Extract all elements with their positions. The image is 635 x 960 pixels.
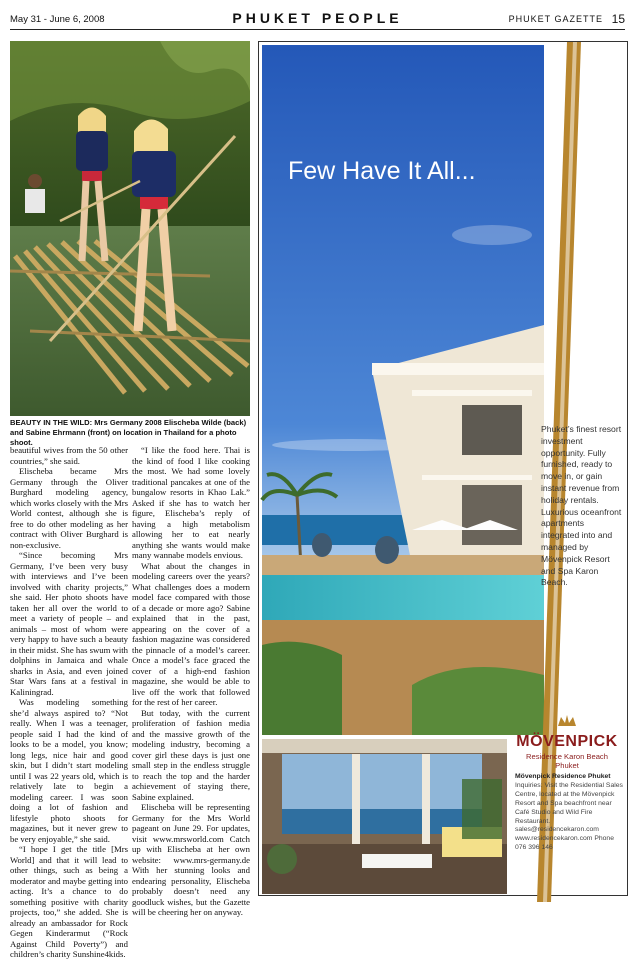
article-paragraph: Elischeba became Mrs Germany through the Oliver Burghard modeling agency, which works closely with the Mrs World contest, although she is free to do other modeling as her contract with Oliver Burghard is non-exclusive. bbox=[10, 466, 128, 550]
ad-resort-image bbox=[262, 45, 544, 735]
raft-photo-illustration bbox=[10, 41, 250, 416]
article-paragraph: Elischeba will be representing Germany for the Mrs World pageant on June 29. For updates, visit www.mrsworld.com Catch up with Elischeba at her own website: www.mrs-germany.de With her stunning looks and endearing personality, Elischeba probably doesn’t need any goodluck wishes, but the Gazette will be cheering her on anyway. bbox=[132, 802, 250, 917]
ad-interior-image bbox=[262, 739, 507, 894]
article-paragraph: “Since becoming Mrs Germany, I’ve been very busy with interviews and I’ve been involved with charity projects,” she said. Her photo shoots have taken her all over the world to meet a variety of people – and animals – most of whom were very happy to have such a beauty in their midst. She has swum with dolphins in Jamaica and whale sharks in Asia, and even joined Star Wars fans at a festival in Kaliningrad. bbox=[10, 550, 129, 697]
logo-residence-line: Residence Karon Beach bbox=[526, 752, 608, 761]
page-header bbox=[10, 8, 625, 28]
page-number: 15 bbox=[611, 12, 625, 26]
header-rule bbox=[10, 29, 625, 30]
movenpick-logo bbox=[509, 714, 625, 770]
movenpick-advertisement bbox=[258, 41, 628, 896]
contact-name: Mövenpick Residence Phuket bbox=[515, 773, 611, 780]
article-paragraph: beautiful wives from the 50 other countries,” she said. bbox=[10, 445, 128, 466]
logo-location-line: Phuket bbox=[555, 761, 579, 770]
raft-photo bbox=[10, 41, 250, 416]
article-column-1 bbox=[10, 445, 128, 960]
newspaper-name: PHUKET GAZETTE bbox=[508, 14, 603, 24]
article-paragraph: “I like the food here. Thai is the kind of food I like cooking the most. We had some lovely traditional pancakes at one of the bungalow resorts in Khao Lak.” Asked if she has to watch her figure, Elischeba’s reply of having a high metabolism allowing her to eat nearly anything she wants would make many wannabe models envious. bbox=[132, 445, 250, 560]
section-title: PHUKET PEOPLE bbox=[232, 10, 403, 26]
article-paragraph: Was modeling something she’d always aspired to? “Not really. When I was a teenager, people said I had the kind of looks to be a model, you know; long legs, nice hair and good skin, but I didn’t start modeling until I was 22 years old, which is relatively late to begin a modeling career. I was soon doing a lot of fashion and lifestyle photo shoots for magazines, but it never grew to be very enjoyable,” she said. bbox=[10, 697, 128, 844]
article-column-2 bbox=[132, 445, 250, 918]
ad-headline: Few Have It All... bbox=[288, 157, 476, 185]
ad-contact-block bbox=[515, 773, 625, 853]
article-paragraph: But today, with the current proliferation of fashion media and the massive growth of the modeling industry, becoming a cover girl these days is just one small step in the endless struggle to reach the top and the harder achievement of staying there, Sabine explained. bbox=[132, 707, 250, 802]
photo-caption: BEAUTY IN THE WILD: Mrs Germany 2008 Elischeba Wilde (back) and Sabine Ehrmann (front) on location in Thailand for a photo shoot. bbox=[10, 418, 247, 447]
contact-details: Inquiries: Visit the Residential Sales Centre, located at the Mövenpick Resort and Spa beachfront near Café Studio and Wild Fire Restaurant. sales@residencekaron.com www.residencekaron.com Phone 076 396 146 bbox=[515, 781, 623, 852]
article-paragraph: “I hope I get the title [Mrs World] and that it will lead to other things, such as being a moderator and maybe getting into acting. It’s a chance to do something positive with charity projects, too,” she added. She is already an ambassador for Rock Gegen Kinderarmut (“Rock Against Child Poverty”) and children’s charity Sunshine4kids. bbox=[10, 844, 128, 959]
article-paragraph: What about the changes in modeling careers over the years? What challenges does a modern model face compared with those of a decade or more ago? Sabine explained that in the past, appearing on the cover of a fashion magazine was considered the pinnacle of a model’s career. Once a model’s face graced the cover of a high-end fashion magazine, she would be able to live off the work that followed for the rest of her career. bbox=[132, 560, 250, 707]
interior-illustration bbox=[262, 739, 507, 894]
logo-brand: MÖVENPICK bbox=[516, 733, 618, 750]
resort-illustration bbox=[262, 45, 544, 735]
issue-date: May 31 - June 6, 2008 bbox=[10, 14, 105, 25]
movenpick-crown-icon bbox=[556, 714, 578, 728]
ad-body-text: Phuket’s finest resort investment opportunity. Fully furnished, ready to move in, or gain instant revenue from holiday rentals. Luxurious oceanfront apartments integrated into and managed by Mövenpick Resort and Spa Karon Beach. bbox=[541, 424, 622, 588]
